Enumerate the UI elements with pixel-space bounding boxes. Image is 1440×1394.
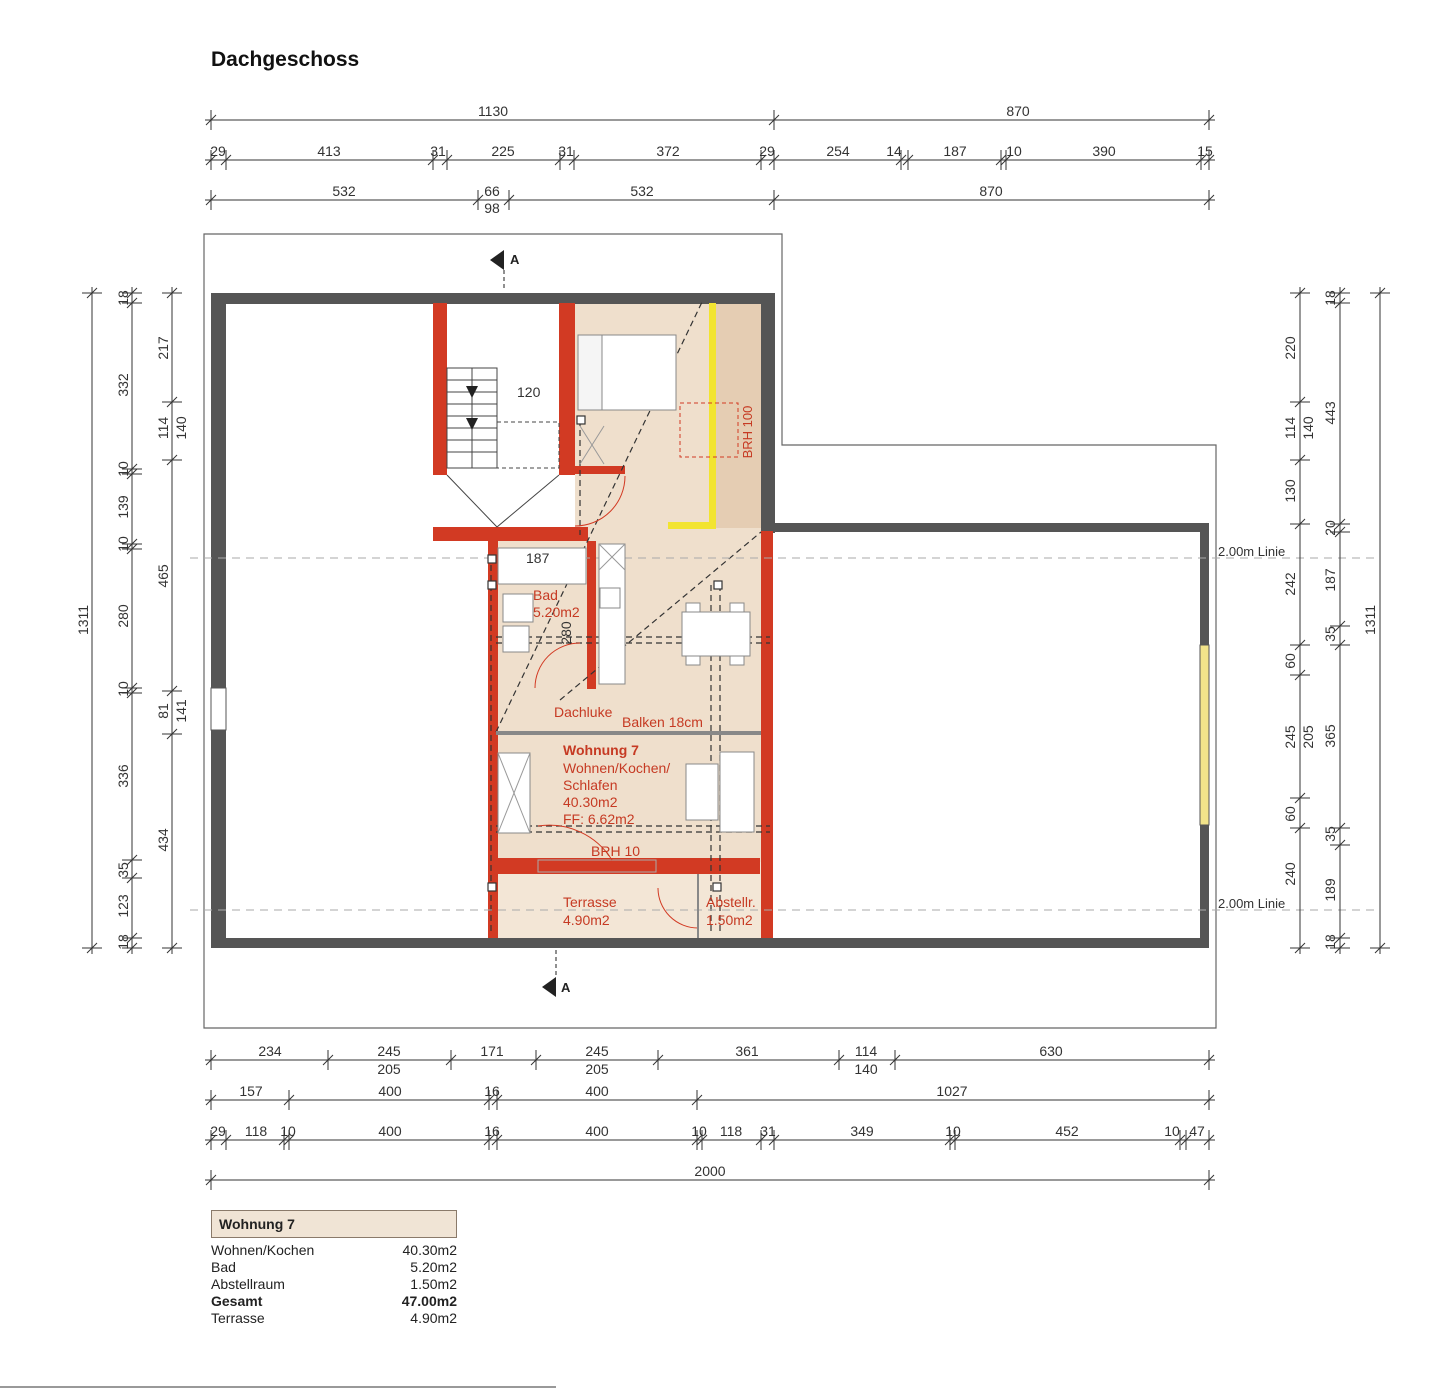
dim-left: 18 [115, 934, 131, 950]
dim-left: 81 [155, 703, 171, 719]
dim-right: 140 [1300, 416, 1316, 440]
wohnung-use-1: Wohnen/Kochen/ [563, 760, 671, 776]
dim-bottom-3: 400 [378, 1123, 402, 1139]
dim-right: 240 [1282, 862, 1298, 886]
dim-right: 60 [1282, 806, 1298, 822]
window-right [1200, 645, 1209, 825]
area-summary [211, 1210, 457, 1327]
wohnung-name: Wohnung 7 [563, 742, 639, 758]
linie-label-bottom: 2.00m Linie [1218, 896, 1286, 911]
dim-left: 141 [173, 699, 189, 723]
summary-value: 47.00m2 [401, 1293, 457, 1309]
dim-left-total: 1311 [75, 604, 91, 636]
dim-top-3: 98 [484, 200, 500, 216]
dim-top-3: 532 [630, 183, 654, 199]
summary-heading: Wohnung 7 [211, 1210, 457, 1238]
dim-top-1-a: 1130 [477, 103, 509, 119]
bad-width-dim: 187 [526, 550, 550, 566]
dim-top-2: 10 [1006, 143, 1022, 159]
dim-bottom-3: 10 [945, 1123, 961, 1139]
linie-label-top: 2.00m Linie [1218, 544, 1286, 559]
dim-left: 10 [115, 681, 131, 697]
page-title: Dachgeschoss [211, 48, 360, 71]
dim-bottom-3: 47 [1189, 1123, 1205, 1139]
dim-left: 10 [115, 536, 131, 552]
dim-top-3: 870 [979, 183, 1003, 199]
dim-bottom-3: 400 [585, 1123, 609, 1139]
dim-left: 10 [115, 461, 131, 477]
dims-bottom [210, 1043, 1205, 1179]
dim-right: 220 [1282, 336, 1298, 360]
terrasse-area: 4.90m2 [563, 912, 610, 928]
dim-bottom-2: 157 [239, 1083, 263, 1099]
dim-bottom-3: 349 [850, 1123, 874, 1139]
summary-value: 4.90m2 [410, 1310, 457, 1326]
summary-label: Bad [211, 1259, 236, 1275]
dim-bottom-1: 140 [854, 1061, 878, 1077]
dim-top-2: 14 [886, 143, 902, 159]
abstell-name: Abstellr. [706, 894, 756, 910]
dim-bottom-3: 16 [484, 1123, 500, 1139]
dim-top-2: 225 [491, 143, 515, 159]
summary-label: Terrasse [211, 1310, 265, 1326]
dim-top-2: 29 [759, 143, 775, 159]
dim-top-2: 390 [1092, 143, 1116, 159]
dim-top-3: 66 [484, 183, 500, 199]
section-a-marker-bottom [542, 977, 556, 997]
dim-left: 336 [115, 764, 131, 788]
section-a-top: A [510, 252, 520, 267]
dim-top-1-b: 870 [1006, 103, 1030, 119]
wohnung-use-2: Schlafen [563, 777, 618, 793]
dim-bottom-3: 10 [1164, 1123, 1180, 1139]
dim-bottom-4: 2000 [694, 1163, 726, 1179]
dim-right: 365 [1322, 724, 1338, 748]
dim-bottom-1: 245 [585, 1043, 609, 1059]
dim-left: 18 [115, 290, 131, 306]
dim-bottom-3: 452 [1055, 1123, 1079, 1139]
dim-bottom-2: 16 [484, 1083, 500, 1099]
dim-left: 465 [155, 564, 171, 588]
section-a-marker-top [490, 250, 504, 270]
bad-area: 5.20m2 [533, 604, 580, 620]
brh100-label: BRH 100 [740, 405, 755, 459]
summary-label: Wohnen/Kochen [211, 1242, 315, 1258]
summary-row [211, 1242, 457, 1259]
brh10-label: BRH 10 [591, 843, 641, 859]
dim-right: 35 [1322, 826, 1338, 842]
ei30-label-left: EI30 [450, 488, 464, 514]
dim-bottom-3: 31 [760, 1123, 776, 1139]
section-a-bottom: A [561, 980, 571, 995]
dim-right: 20 [1322, 520, 1338, 536]
dim-top-2: 15 [1197, 143, 1213, 159]
dim-left: 217 [155, 336, 171, 360]
dim-right: 130 [1282, 479, 1298, 503]
dim-bottom-3: 29 [210, 1123, 226, 1139]
abstell-area: 1.50m2 [706, 912, 753, 928]
summary-value: 1.50m2 [410, 1276, 457, 1292]
dim-bottom-3: 118 [719, 1123, 743, 1139]
dim-bottom-1: 234 [258, 1043, 282, 1059]
summary-row [211, 1259, 457, 1276]
dim-right: 205 [1300, 725, 1316, 749]
summary-label: Gesamt [211, 1293, 263, 1309]
dim-right: 18 [1322, 290, 1338, 306]
dim-bottom-1: 114 [854, 1043, 878, 1059]
summary-row [211, 1310, 457, 1327]
dim-top-2: 254 [826, 143, 850, 159]
dim-bottom-2: 400 [585, 1083, 609, 1099]
dim-left: 114 [155, 416, 171, 440]
summary-value: 40.30m2 [402, 1242, 457, 1258]
dim-right: 189 [1322, 878, 1338, 902]
dim-right-total: 1311 [1362, 604, 1378, 636]
dim-right: 35 [1322, 626, 1338, 642]
dim-bottom-1: 205 [585, 1061, 609, 1077]
dim-left: 139 [115, 495, 131, 519]
dim-right: 443 [1322, 401, 1338, 425]
stair-width-dim: 120 [517, 384, 541, 400]
dim-top-2: 372 [656, 143, 680, 159]
dim-bottom-1: 630 [1039, 1043, 1063, 1059]
dim-top-2: 29 [210, 143, 226, 159]
dim-bottom-3: 10 [280, 1123, 296, 1139]
dim-bottom-1: 361 [735, 1043, 759, 1059]
dim-right: 60 [1282, 653, 1298, 669]
dim-left: 140 [173, 416, 189, 440]
dim-top-3: 532 [332, 183, 356, 199]
dim-left: 434 [155, 828, 171, 852]
dim-bottom-3: 10 [691, 1123, 707, 1139]
wohnung-area: 40.30m2 [563, 794, 618, 810]
dim-right: 18 [1322, 934, 1338, 950]
ei30-label-right: EI30 [544, 488, 558, 514]
dim-left: 123 [115, 894, 131, 918]
balken-label: Balken 18cm [622, 714, 703, 730]
dim-left: 35 [115, 862, 131, 878]
dim-bottom-1: 171 [480, 1043, 504, 1059]
wohnung-ff: FF: 6.62m2 [563, 811, 635, 827]
window-left [211, 688, 226, 730]
dim-right: 245 [1282, 725, 1298, 749]
summary-label: Abstellraum [211, 1276, 285, 1292]
dims-right [1282, 290, 1378, 950]
dim-top-2: 187 [943, 143, 967, 159]
dim-top-2: 31 [430, 143, 446, 159]
page-divider [0, 1386, 556, 1388]
dim-top-2: 31 [558, 143, 574, 159]
dim-left: 280 [115, 604, 131, 628]
dim-right: 114 [1282, 416, 1298, 440]
dim-bottom-2: 1027 [936, 1083, 968, 1099]
dim-left: 332 [115, 373, 131, 397]
dim-bottom-1: 245 [377, 1043, 401, 1059]
summary-row [211, 1276, 457, 1293]
bad-name: Bad [533, 587, 558, 603]
dim-right: 242 [1282, 572, 1298, 596]
summary-value: 5.20m2 [410, 1259, 457, 1275]
bad-height-dim: 280 [558, 621, 574, 645]
dachluke-label: Dachluke [554, 704, 613, 720]
dim-bottom-2: 400 [378, 1083, 402, 1099]
dim-right: 187 [1322, 568, 1338, 592]
terrasse-name: Terrasse [563, 894, 617, 910]
dim-top-2: 413 [317, 143, 341, 159]
summary-row-total [211, 1293, 457, 1310]
dim-bottom-3: 118 [244, 1123, 268, 1139]
dim-bottom-1: 205 [377, 1061, 401, 1077]
